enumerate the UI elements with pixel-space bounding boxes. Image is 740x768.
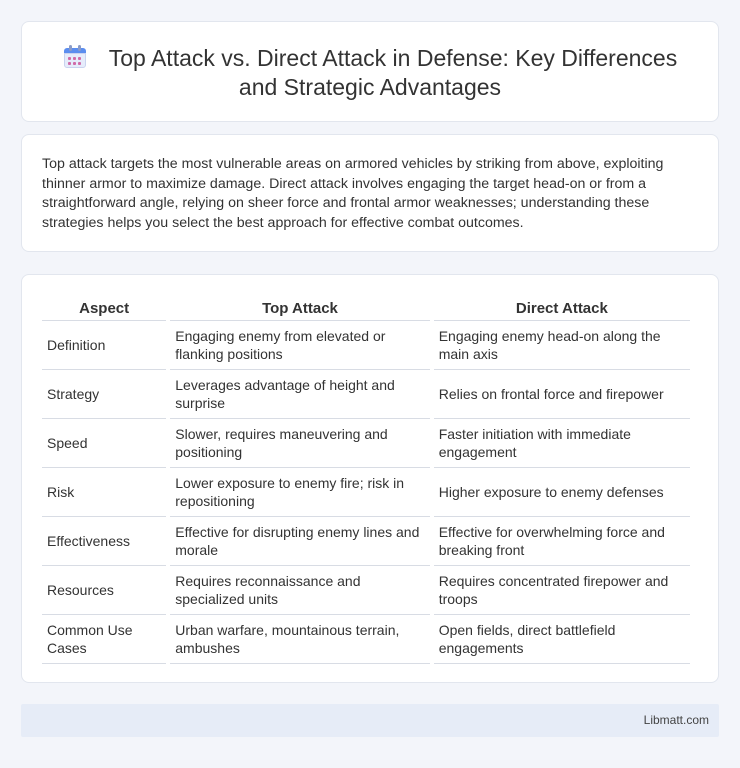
row-top-attack: Engaging enemy from elevated or flanking positions xyxy=(170,321,429,370)
row-aspect: Resources xyxy=(42,566,166,615)
row-top-attack: Effective for disrupting enemy lines and morale xyxy=(170,517,429,566)
row-direct-attack: Higher exposure to enemy defenses xyxy=(434,468,690,517)
row-direct-attack: Requires concentrated firepower and troops xyxy=(434,566,690,615)
row-top-attack: Urban warfare, mountainous terrain, ambushes xyxy=(170,615,429,664)
row-top-attack: Leverages advantage of height and surprise xyxy=(170,370,429,419)
row-aspect: Speed xyxy=(42,419,166,468)
footer xyxy=(21,704,719,737)
footer-site-link[interactable]: Libmatt.com xyxy=(643,713,709,727)
table-header-row xyxy=(42,297,690,321)
row-aspect: Strategy xyxy=(42,370,166,419)
row-aspect: Risk xyxy=(42,468,166,517)
table-row xyxy=(42,566,690,615)
row-direct-attack: Relies on frontal force and firepower xyxy=(434,370,690,419)
table-row xyxy=(42,468,690,517)
calendar-icon xyxy=(63,45,87,69)
header-direct-attack: Direct Attack xyxy=(434,297,690,321)
row-direct-attack: Engaging enemy head-on along the main axis xyxy=(434,321,690,370)
comparison-card xyxy=(21,274,719,683)
header-top-attack: Top Attack xyxy=(170,297,429,321)
row-aspect: Effectiveness xyxy=(42,517,166,566)
intro-card xyxy=(21,134,719,252)
table-row xyxy=(42,370,690,419)
row-direct-attack: Open fields, direct battlefield engagements xyxy=(434,615,690,664)
page-title: Top Attack vs. Direct Attack in Defense: Key Differences and Strategic Advantages xyxy=(108,45,678,100)
title-card xyxy=(21,21,719,122)
table-row xyxy=(42,615,690,664)
row-direct-attack: Faster initiation with immediate engagement xyxy=(434,419,690,468)
row-aspect: Definition xyxy=(42,321,166,370)
table-row xyxy=(42,419,690,468)
row-top-attack: Slower, requires maneuvering and positioning xyxy=(170,419,429,468)
page-title-wrap xyxy=(22,44,718,102)
row-aspect: Common Use Cases xyxy=(42,615,166,664)
row-direct-attack: Effective for overwhelming force and breaking front xyxy=(434,517,690,566)
row-top-attack: Lower exposure to enemy fire; risk in repositioning xyxy=(170,468,429,517)
row-top-attack: Requires reconnaissance and specialized units xyxy=(170,566,429,615)
comparison-table xyxy=(38,297,694,664)
table-row xyxy=(42,321,690,370)
header-aspect: Aspect xyxy=(42,297,166,321)
table-row xyxy=(42,517,690,566)
intro-text: Top attack targets the most vulnerable areas on armored vehicles by striking from above, exploiting thinner armor to maximize damage. Direct attack involves engaging the target head-on or from a straightforward angle, relying on sheer force and frontal armor weaknesses; understanding these strategies helps you select the best approach for effective combat outcomes. xyxy=(42,156,664,231)
